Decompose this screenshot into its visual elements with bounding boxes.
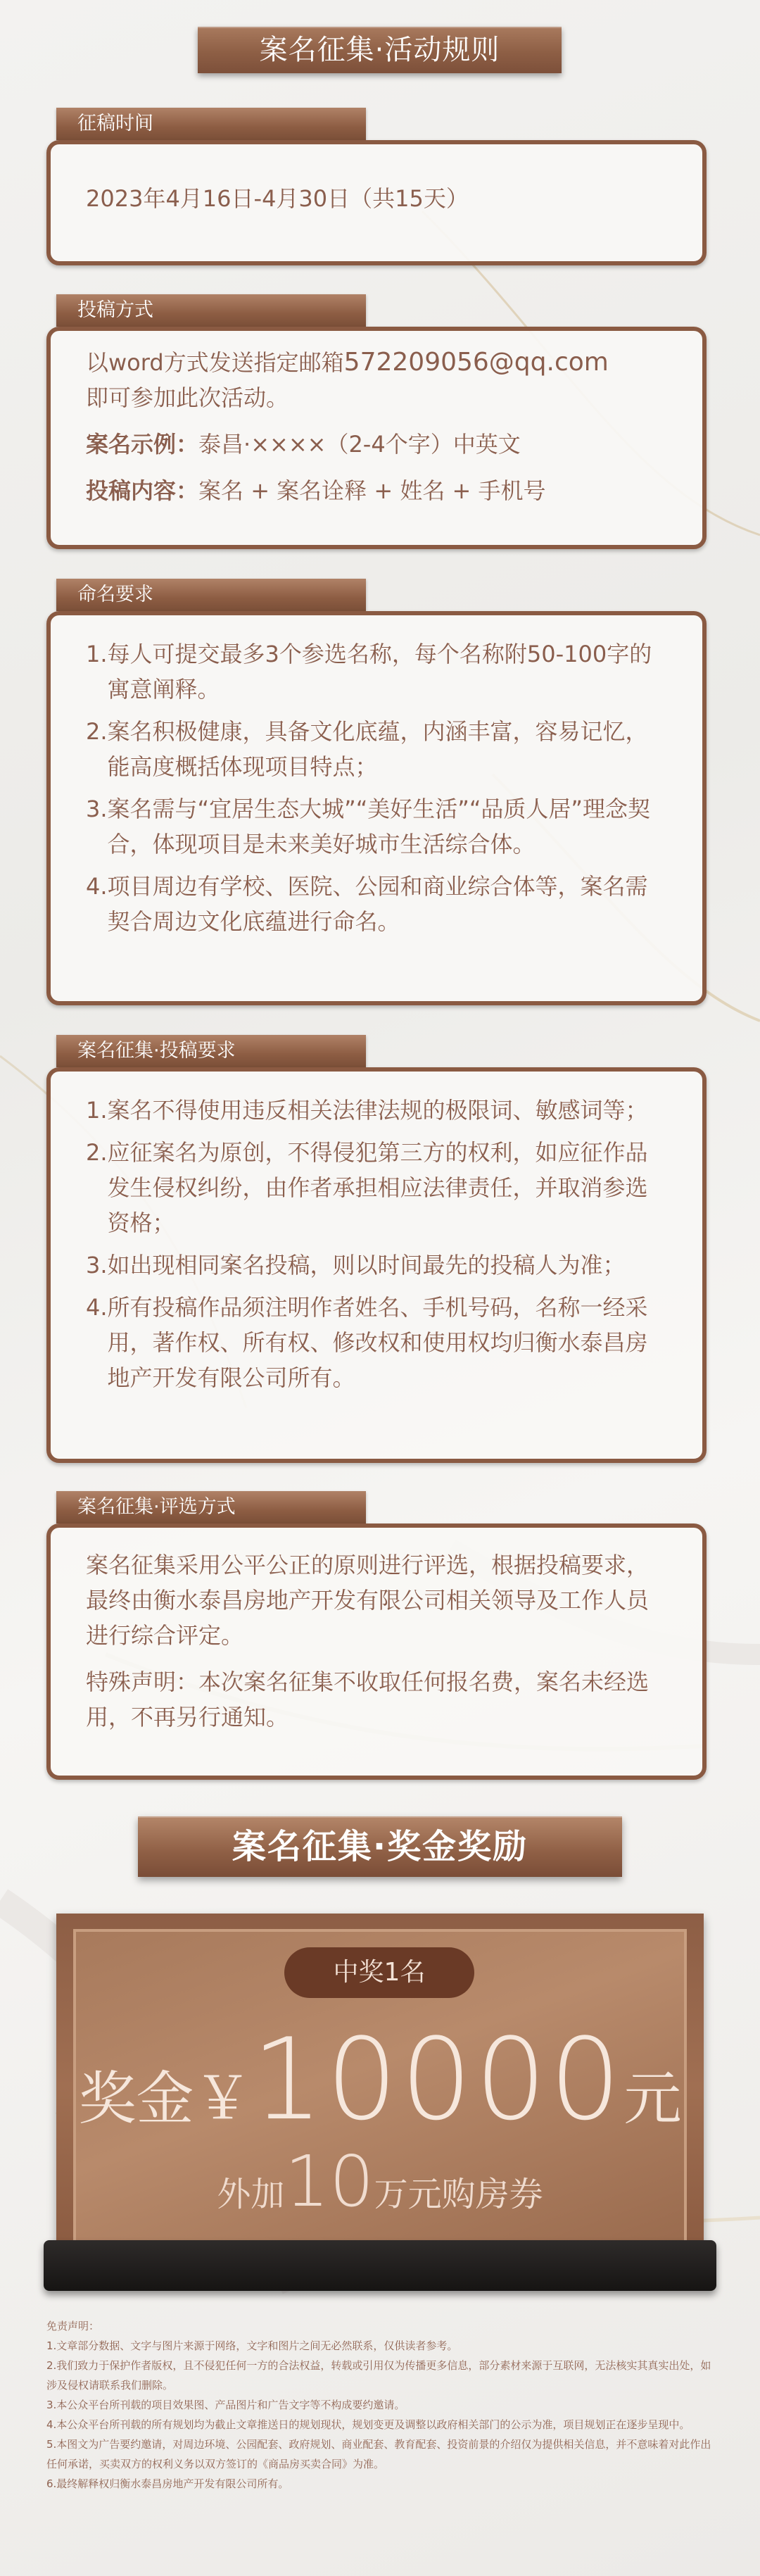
section-box <box>46 611 707 1005</box>
section-box <box>46 327 707 549</box>
item-text: 所有投稿作品须注明作者姓名、手机号码，名称一经采用，著作权、所有权、修改权和使用权均归衡水泰昌房地产开发有限公司所有。 <box>107 1294 648 1391</box>
section-selection <box>46 1491 707 1781</box>
item-text: 案名不得使用违反相关法律法规的极限词、敏感词等； <box>107 1097 648 1124</box>
content-value: 案名 + 案名诠释 + 姓名 + 手机号 <box>198 477 546 504</box>
prize-amount <box>73 2013 687 2145</box>
section-period <box>46 108 707 268</box>
item-text: 应征案名为原创，不得侵犯第三方的权利，如应征作品发生侵权纠纷，由作者承担相应法律责任，并取消参选资格； <box>107 1139 648 1236</box>
list-item <box>86 1093 669 1128</box>
amount-prefix: 奖金￥ <box>78 2066 252 2132</box>
section-tab: 征稿时间 <box>56 108 366 140</box>
disclaimer-title: 免责声明： <box>46 2320 100 2332</box>
section-box <box>46 1067 707 1463</box>
item-text: 案名需与“宜居生态大城”“美好生活”“品质人居”理念契合，体现项目是未来美好城市生活综合体。 <box>107 796 651 857</box>
disclaimer-line: 6.最终解释权归衡水泰昌房地产开发有限公司所有。 <box>46 2477 289 2490</box>
section-submission <box>46 1035 707 1462</box>
selection-para-1: 案名征集采用公平公正的原则进行评选，根据投稿要求，最终由衡水泰昌房地产开发有限公司相关领导及工作人员进行综合评定。 <box>86 1552 650 1649</box>
disclaimer-line: 4.本公众平台所刊载的所有规划均为截止文章推送日的规划现状，规划变更及调整以政府相关部门的公示为准，项目规划正在逐步呈现中。 <box>46 2418 690 2431</box>
section-method <box>46 294 707 552</box>
item-number: 1. <box>86 641 108 667</box>
disclaimer-line: 3.本公众平台所刊载的项目效果图、产品图片和广告文字等不构成要约邀请。 <box>46 2399 405 2411</box>
content-label: 投稿内容： <box>86 477 199 504</box>
item-number: 3. <box>86 796 108 822</box>
example-label: 案名示例： <box>86 431 199 458</box>
section-tab: 命名要求 <box>56 579 366 611</box>
prize-plaque-base <box>44 2240 716 2291</box>
selection-para-2: 特殊声明：本次案名征集不收取任何报名费，案名未经选用，不再另行通知。 <box>86 1669 650 1730</box>
example-row <box>86 427 669 462</box>
winners-badge: 中奖1名 <box>284 1947 474 1998</box>
method-line1-prefix: 以word方式发送指定邮箱 <box>86 349 344 376</box>
disclaimer-line: 5.本图文为广告要约邀请，对周边环境、公园配套、政府规划、商业配套、教育配套、投资前景的介绍仅为提供相关信息，并不意味着对此作出任何承诺，买卖双方的权利义务以双方签订的《商品房买卖合同》为准。 <box>46 2438 711 2470</box>
method-line1 <box>86 345 669 380</box>
list-item <box>86 714 669 784</box>
item-number: 4. <box>86 1294 108 1321</box>
prize-banner: 案名征集·奖金奖励 <box>138 1816 622 1877</box>
content-row <box>86 473 669 508</box>
item-number: 2. <box>86 1139 108 1166</box>
example-value: 泰昌·××××（2-4个字）中英文 <box>198 431 521 458</box>
extra-value: 10 <box>284 2140 374 2223</box>
section-box <box>46 1523 707 1780</box>
section-tab: 案名征集·投稿要求 <box>56 1035 366 1067</box>
item-number: 3. <box>86 1252 108 1278</box>
disclaimer-line: 1.文章部分数据、文字与图片来源于网络，文字和图片之间无必然联系，仅供读者参考。 <box>46 2339 458 2352</box>
item-text: 案名积极健康，具备文化底蕴，内涵丰富，容易记忆，能高度概括体现项目特点； <box>107 718 648 780</box>
extra-suffix: 万元购房券 <box>374 2175 543 2214</box>
method-line2: 即可参加此次活动。 <box>86 384 289 411</box>
list-item <box>86 636 669 707</box>
list-item <box>86 791 669 862</box>
item-text: 如出现相同案名投稿，则以时间最先的投稿人为准； <box>107 1252 626 1278</box>
amount-suffix: 元 <box>623 2066 682 2132</box>
item-number: 4. <box>86 873 108 900</box>
extra-prefix: 外加 <box>217 2175 285 2214</box>
email-address[interactable]: 572209056@qq.com <box>343 348 609 377</box>
list-item <box>86 1248 669 1283</box>
disclaimer <box>46 2316 715 2494</box>
disclaimer-line: 2.我们致力于保护作者版权，且不侵犯任何一方的合法权益，转载或引用仅为传播更多信息，部分素材来源于互联网，无法核实其真实出处，如涉及侵权请联系我们删除。 <box>46 2359 711 2392</box>
page-title: 案名征集·活动规则 <box>198 27 562 73</box>
list-item <box>86 869 669 939</box>
period-text: 2023年4月16日-4月30日（共15天） <box>86 185 469 212</box>
item-number: 1. <box>86 1097 108 1124</box>
item-text: 项目周边有学校、医院、公园和商业综合体等，案名需契合周边文化底蕴进行命名。 <box>107 873 648 935</box>
item-text: 每人可提交最多3个参选名称，每个名称附50-100字的寓意阐释。 <box>107 641 652 703</box>
section-tab: 案名征集·评选方式 <box>56 1491 366 1523</box>
item-number: 2. <box>86 718 108 745</box>
amount-value: 10000 <box>251 2013 624 2145</box>
section-naming <box>46 579 707 1005</box>
list-item <box>86 1135 669 1240</box>
prize-extra <box>73 2140 687 2223</box>
section-box <box>46 140 707 265</box>
list-item <box>86 1290 669 1395</box>
section-tab: 投稿方式 <box>56 294 366 327</box>
